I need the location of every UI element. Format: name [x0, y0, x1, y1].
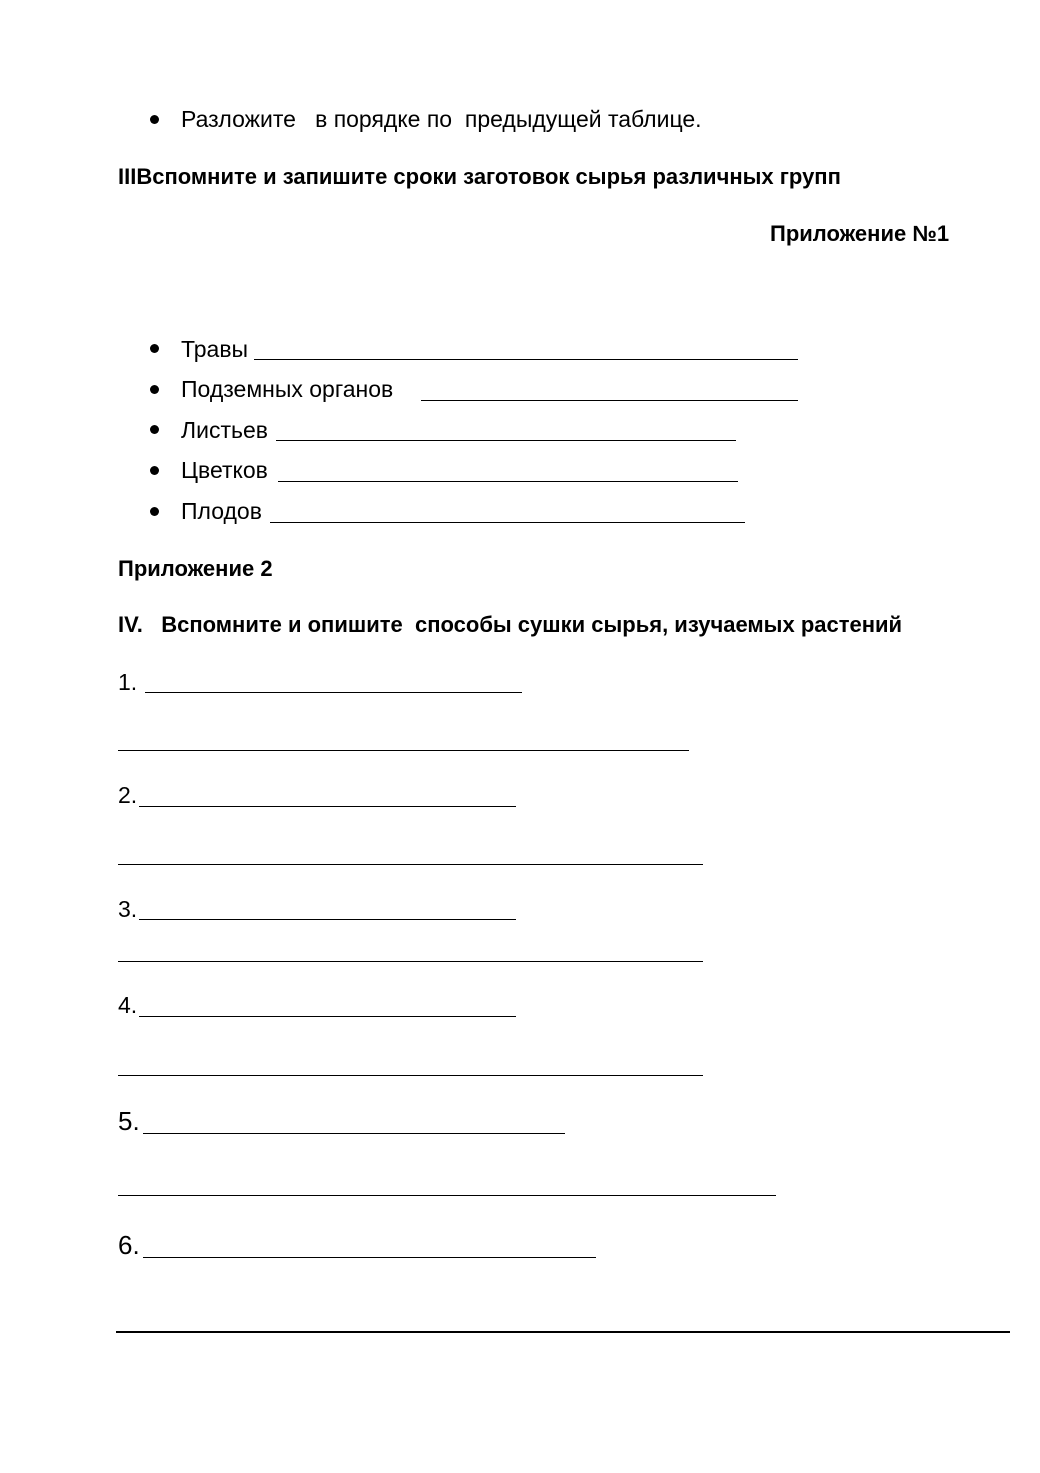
item-label-underground: Подземных органов: [181, 376, 394, 402]
item-label-fruits: Плодов: [181, 498, 262, 524]
answer-number-6: 6.: [118, 1230, 140, 1260]
answer-number-3: 3.: [118, 896, 138, 922]
answer-line-4b[interactable]: [118, 1075, 703, 1076]
answer-line-4a[interactable]: [139, 1016, 516, 1017]
bullet-icon: [150, 385, 159, 394]
section4-heading: IV. Вспомните и опишите способы сушки сырья, изучаемых растений: [118, 612, 903, 637]
answer-line-3b[interactable]: [118, 961, 703, 962]
answer-line-1a[interactable]: [145, 692, 522, 693]
bullet-icon: [150, 344, 159, 353]
answer-number-5: 5.: [118, 1106, 140, 1136]
answer-number-2: 2.: [118, 782, 138, 808]
intro-bullet-text: Разложите в порядке по предыдущей таблице.: [181, 106, 702, 132]
item-label-leaves: Листьев: [181, 417, 268, 443]
section3-heading: IIIВспомните и запишите сроки заготовок сырья различных групп: [118, 164, 841, 189]
answer-line-herbs[interactable]: [254, 359, 798, 360]
bullet-icon: [150, 425, 159, 434]
answer-line-3a[interactable]: [139, 919, 516, 920]
answer-line-2b[interactable]: [118, 864, 703, 865]
answer-line-5b[interactable]: [118, 1195, 776, 1196]
bullet-icon: [150, 466, 159, 475]
answer-number-4: 4.: [118, 992, 138, 1018]
appendix1-label: Приложение №1: [770, 221, 950, 246]
item-label-herbs: Травы: [181, 336, 249, 362]
answer-line-leaves[interactable]: [276, 440, 736, 441]
answer-line-6a[interactable]: [143, 1257, 596, 1258]
bullet-icon: [150, 507, 159, 516]
answer-line-flowers[interactable]: [278, 481, 738, 482]
answer-number-1: 1.: [118, 669, 144, 695]
answer-line-2a[interactable]: [139, 806, 516, 807]
answer-line-5a[interactable]: [143, 1133, 565, 1134]
answer-line-fruits[interactable]: [270, 522, 745, 523]
bullet-icon: [150, 115, 159, 124]
answer-line-1b[interactable]: [118, 750, 689, 751]
appendix2-label: Приложение 2: [118, 556, 273, 581]
item-label-flowers: Цветков: [181, 457, 268, 483]
answer-line-6b[interactable]: [116, 1331, 1010, 1333]
answer-line-underground[interactable]: [421, 400, 798, 401]
